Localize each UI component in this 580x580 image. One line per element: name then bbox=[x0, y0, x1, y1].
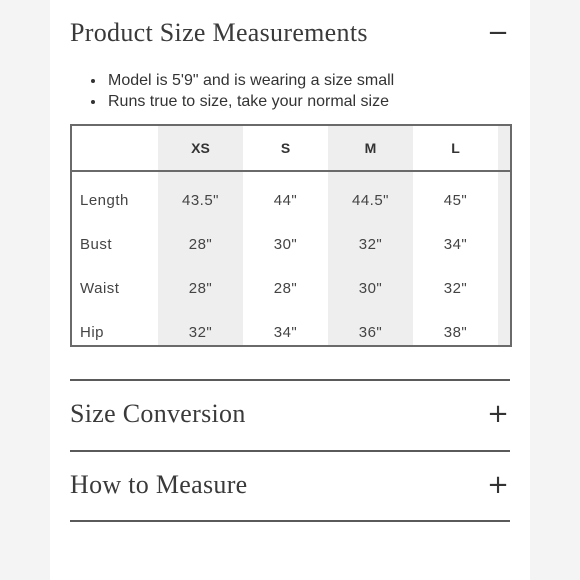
section-divider bbox=[70, 450, 510, 452]
section-divider bbox=[70, 379, 510, 381]
table-cell: 30" bbox=[358, 279, 383, 297]
table-cell: 45" bbox=[443, 191, 468, 209]
size-table bbox=[72, 126, 512, 347]
header-size-m: M bbox=[328, 126, 413, 171]
table-cell: 28" bbox=[188, 235, 213, 253]
table-cell-overflow bbox=[498, 310, 512, 347]
table-cell: 28" bbox=[273, 279, 298, 297]
section-divider bbox=[70, 520, 510, 522]
row-label: Length bbox=[80, 191, 129, 209]
note-model-size: • Model is 5'9" and is wearing a size small bbox=[106, 70, 394, 91]
table-cell: 28" bbox=[188, 279, 213, 297]
size-guide-panel bbox=[50, 0, 530, 580]
table-row bbox=[72, 222, 512, 266]
table-cell: 32" bbox=[443, 279, 468, 297]
note-fit: • Runs true to size, take your normal size bbox=[106, 91, 394, 112]
table-cell: 32" bbox=[358, 235, 383, 253]
table-cell: 34" bbox=[443, 235, 468, 253]
table-cell: 30" bbox=[273, 235, 298, 253]
size-table-scroll[interactable] bbox=[70, 124, 512, 347]
row-label: Bust bbox=[80, 235, 113, 253]
plus-icon[interactable]: + bbox=[487, 470, 509, 500]
measurements-title: Product Size Measurements bbox=[70, 18, 368, 47]
header-size-s: S bbox=[243, 126, 328, 171]
how-to-measure-section-header[interactable] bbox=[70, 470, 510, 500]
table-cell: 38" bbox=[443, 323, 468, 341]
model-notes bbox=[88, 70, 394, 112]
table-header-row bbox=[72, 126, 512, 171]
table-cell-overflow bbox=[498, 171, 512, 222]
measurements-section-header[interactable] bbox=[70, 18, 510, 48]
table-row bbox=[72, 171, 512, 222]
table-cell: 32" bbox=[188, 323, 213, 341]
table-cell-overflow bbox=[498, 266, 512, 310]
table-cell-overflow bbox=[498, 222, 512, 266]
table-cell: 44.5" bbox=[351, 191, 390, 209]
minus-icon[interactable]: − bbox=[487, 18, 509, 48]
row-label: Hip bbox=[80, 323, 105, 341]
table-cell: 44" bbox=[273, 191, 298, 209]
row-label: Waist bbox=[80, 279, 120, 297]
how-to-measure-title: How to Measure bbox=[70, 470, 248, 499]
header-size-l: L bbox=[413, 126, 498, 171]
table-cell: 34" bbox=[273, 323, 298, 341]
size-conversion-title: Size Conversion bbox=[70, 399, 246, 428]
header-label bbox=[72, 126, 158, 171]
header-size-overflow bbox=[498, 126, 512, 171]
table-cell: 36" bbox=[358, 323, 383, 341]
plus-icon[interactable]: + bbox=[487, 399, 509, 429]
table-cell: 43.5" bbox=[181, 191, 220, 209]
table-row bbox=[72, 266, 512, 310]
size-conversion-section-header[interactable] bbox=[70, 399, 510, 429]
table-row bbox=[72, 310, 512, 347]
header-size-xs: XS bbox=[158, 126, 243, 171]
